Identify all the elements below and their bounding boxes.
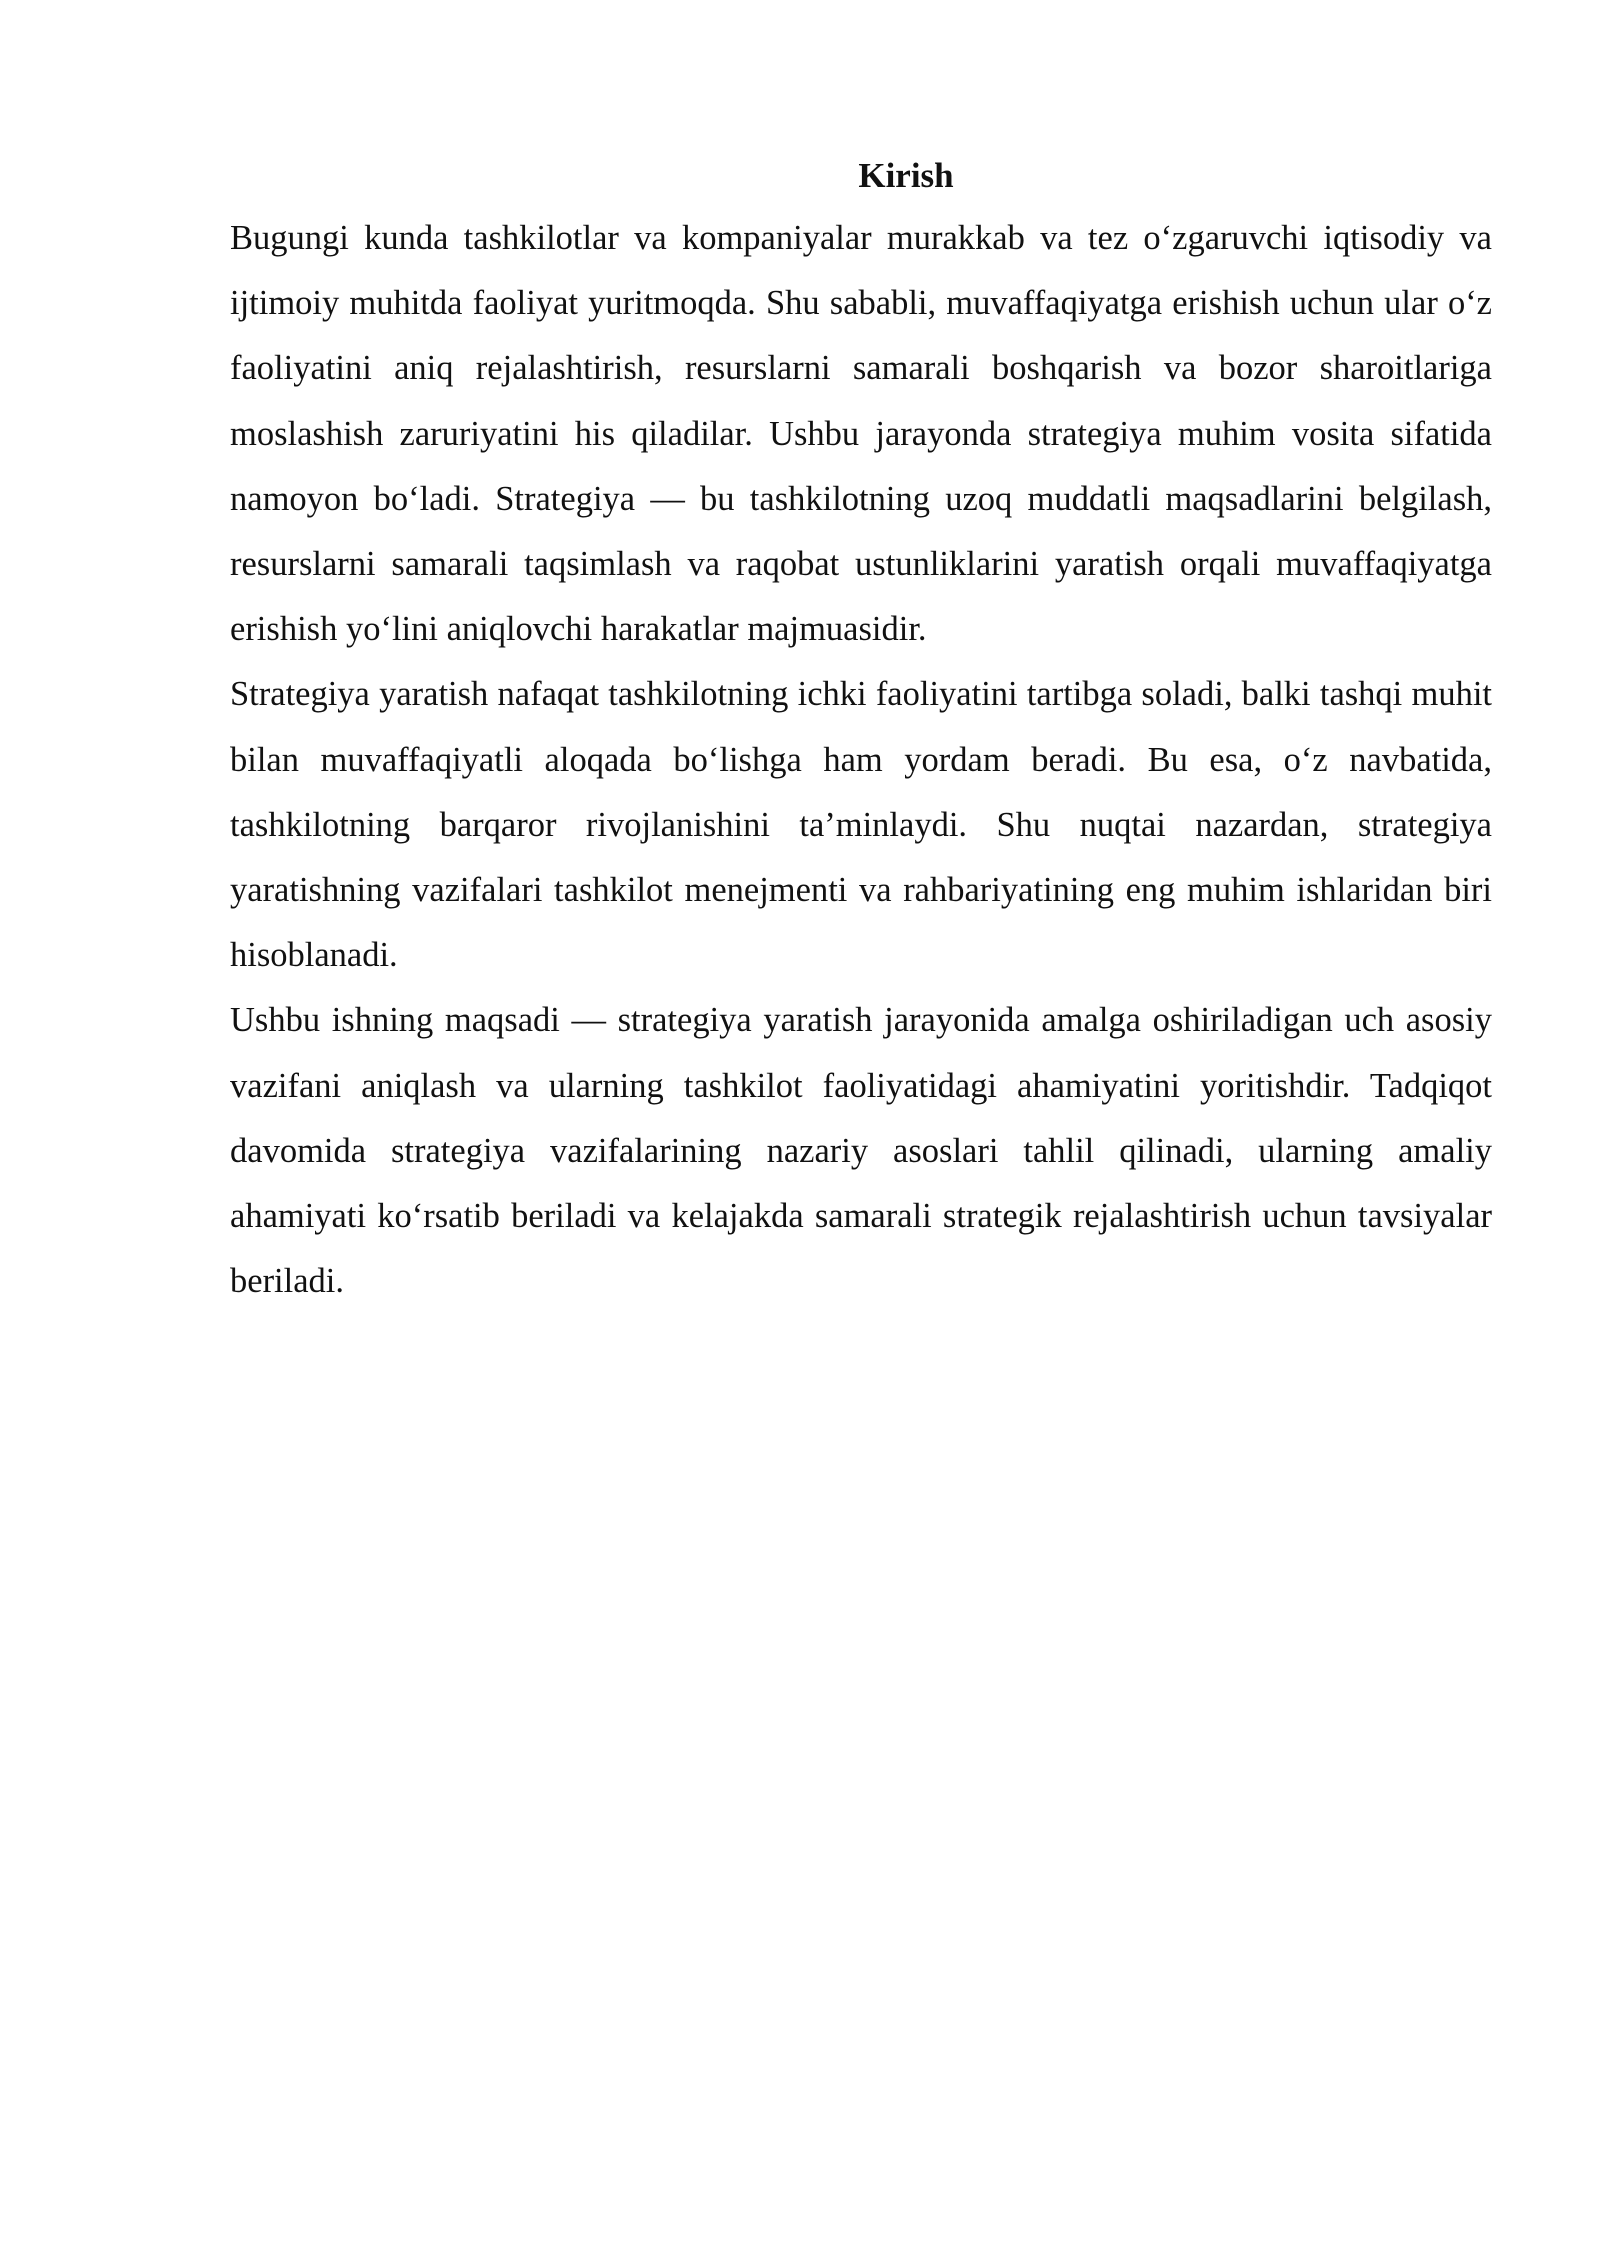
paragraph-strategy-role: Strategiya yaratish nafaqat tashkilotning ichki faoliyatini tartibga soladi, balki tashqi muhit bilan muvaffaqiyatli aloqada bo‘lishga ham yordam beradi. Bu esa, o‘z navbatida, tashkilotning barqaror rivojlanishini ta’minlaydi. Shu nuqtai nazardan, strategiya yaratishning vazifalari tashkilot menejmenti va rahbariyatining eng muhim ishlaridan biri hisoblanadi. — [230, 675, 1492, 975]
document-body — [230, 148, 1492, 1314]
page-title: Kirish — [858, 156, 954, 195]
paragraph-work-goal: Ushbu ishning maqsadi — strategiya yaratish jarayonida amalga oshiriladigan uch asosiy vazifani aniqlash va ularning tashkilot faoliyatidagi ahamiyatini yoritishdir. Tadqiqot davomida strategiya vazifalarining nazariy asoslari tahlil qilinadi, ularning amaliy ahamiyati ko‘rsatib beriladi va kelajakda samarali strategik rejalashtirish uchun tavsiyalar beriladi. — [230, 1001, 1492, 1301]
paragraph-intro: Bugungi kunda tashkilotlar va kompaniyalar murakkab va tez o‘zgaruvchi iqtisodiy va ijtimoiy muhitda faoliyat yuritmoqda. Shu sababli, muvaffaqiyatga erishish uchun ular o‘z faoliyatini aniq rejalashtirish, resurslarni samarali boshqarish va bozor sharoitlariga moslashish zaruriyatini his qiladilar. Ushbu jarayonda strategiya muhim vosita sifatida namoyon bo‘ladi. Strategiya — bu tashkilotning uzoq muddatli maqsadlarini belgilash, resurslarni samarali taqsimlash va raqobat ustunliklarini yaratish orqali muvaffaqiyatga erishish yo‘lini aniqlovchi harakatlar majmuasidir. — [230, 219, 1492, 649]
